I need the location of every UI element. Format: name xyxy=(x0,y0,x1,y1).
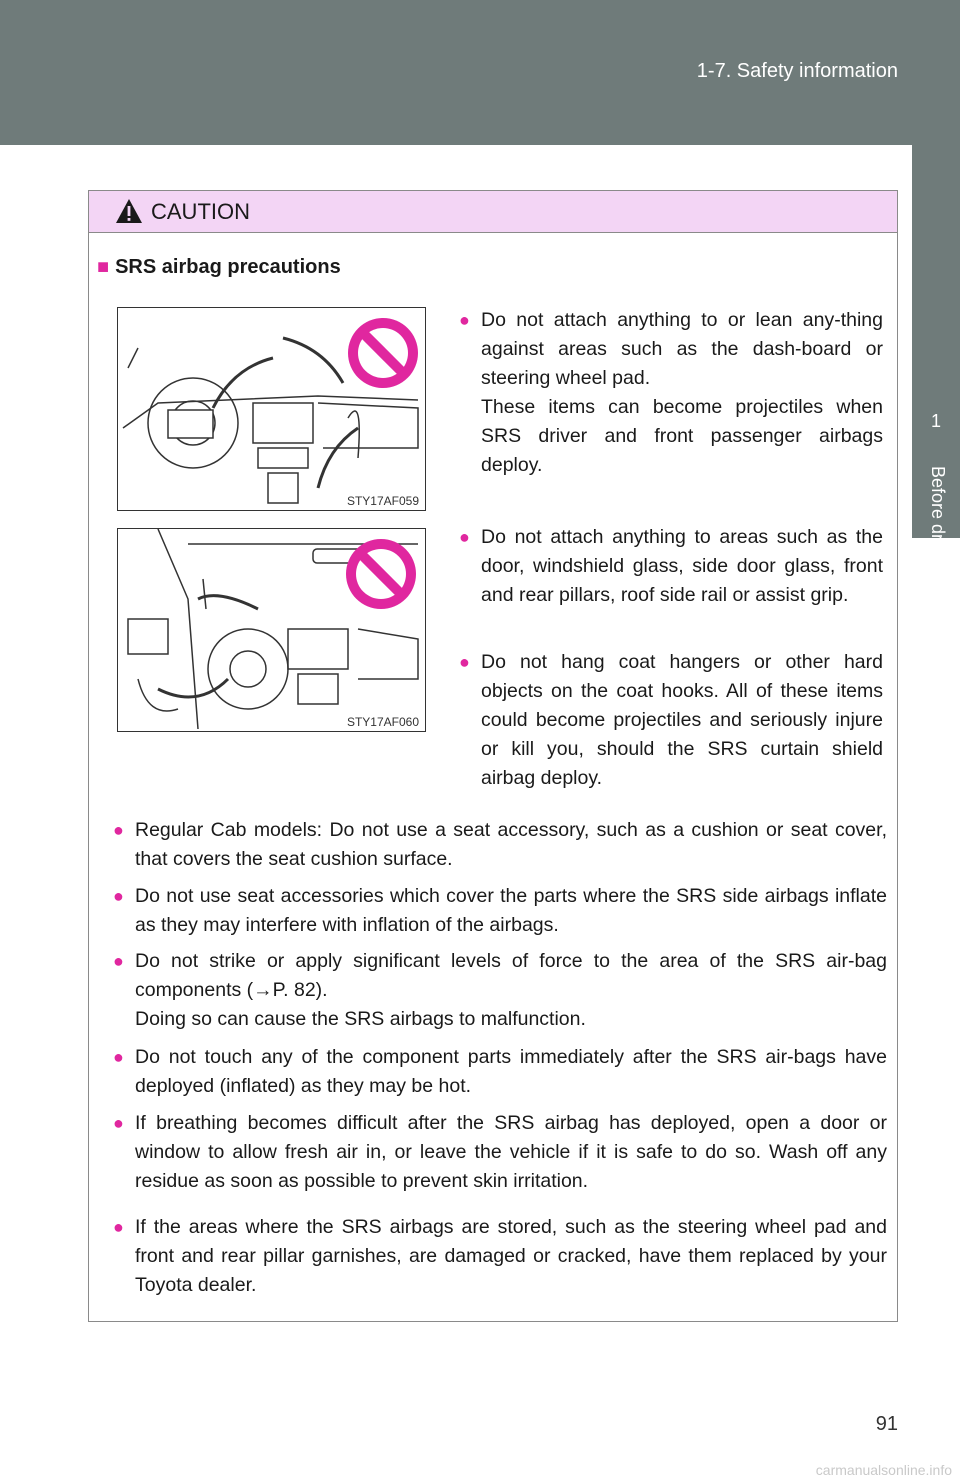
caution-box xyxy=(88,190,898,1322)
page-number: 91 xyxy=(875,1413,898,1435)
list-item: ● If the areas where the SRS airbags are stored, such as the steering wheel pad and front and rear pillar garnishes, are damaged or cracked, have them replaced by your Toyota dealer. xyxy=(135,1213,887,1300)
bullet-dot-icon: ● xyxy=(113,1113,124,1133)
section-title: 1-7. Safety information xyxy=(696,60,898,82)
side-tab-top xyxy=(912,0,960,148)
bullet-dot-icon: ● xyxy=(459,310,470,330)
page-header xyxy=(0,0,960,145)
bullet-dot-icon: ● xyxy=(113,886,124,906)
caution-label: CAUTION xyxy=(151,199,250,224)
bullet-dot-icon: ● xyxy=(459,652,470,672)
list-item: ● Do not use seat accessories which cover the parts where the SRS side airbags inflate as they may interfere with inflation of the airbags. xyxy=(135,882,887,940)
chapter-number: 1 xyxy=(930,411,941,431)
watermark: carmanualsonline.info xyxy=(815,1462,952,1478)
list-item: ● Do not touch any of the component parts immediately after the SRS air-bags have deployed (inflated) as they may be hot. xyxy=(135,1043,887,1101)
image-code: STY17AF059 xyxy=(346,494,419,508)
chapter-tab xyxy=(912,148,960,578)
image-code: STY17AF060 xyxy=(346,715,419,729)
warning-icon xyxy=(115,198,143,224)
door-pillar-illustration xyxy=(117,528,426,732)
list-item: ● Do not strike or apply significant levels of force to the area of the SRS air-bag components (→P. 82). Doing so can cause the SRS airbags to malfunction. xyxy=(135,947,887,1034)
list-item: ● Do not attach anything to or lean any-thing against areas such as the dash-board or steering wheel pad. These items can become projectiles when SRS driver and front passenger airbags deploy. xyxy=(481,306,883,480)
bullet-dot-icon: ● xyxy=(113,1217,124,1237)
square-bullet-icon: ■ xyxy=(97,256,110,278)
list-item: ● Do not hang coat hangers or other hard objects on the coat hooks. All of these items could become projectiles and seriously injure or kill you, should the SRS curtain shield airbag deploy. xyxy=(481,648,883,793)
subsection-title: ■ SRS airbag precautions xyxy=(97,256,341,278)
chapter-label: Before driving xyxy=(928,466,948,578)
dashboard-illustration xyxy=(117,307,426,511)
bullet-dot-icon: ● xyxy=(459,527,470,547)
list-item: ● Do not attach anything to areas such as the door, windshield glass, side door glass, front and rear pillars, roof side rail or assist grip. xyxy=(481,523,883,610)
list-item: ● Regular Cab models: Do not use a seat accessory, such as a cushion or seat cover, that covers the seat cushion surface. xyxy=(135,816,887,874)
bullet-dot-icon: ● xyxy=(113,951,124,971)
bullet-dot-icon: ● xyxy=(113,820,124,840)
door-pillar-drawing xyxy=(118,529,425,731)
bullet-dot-icon: ● xyxy=(113,1047,124,1067)
caution-header xyxy=(89,191,897,233)
list-item: ● If breathing becomes difficult after the SRS airbag has deployed, open a door or window to allow fresh air in, or leave the vehicle if it is safe to do so. Wash off any residue as soon as possible to prevent skin irritation. xyxy=(135,1109,887,1196)
dashboard-drawing xyxy=(118,308,425,510)
